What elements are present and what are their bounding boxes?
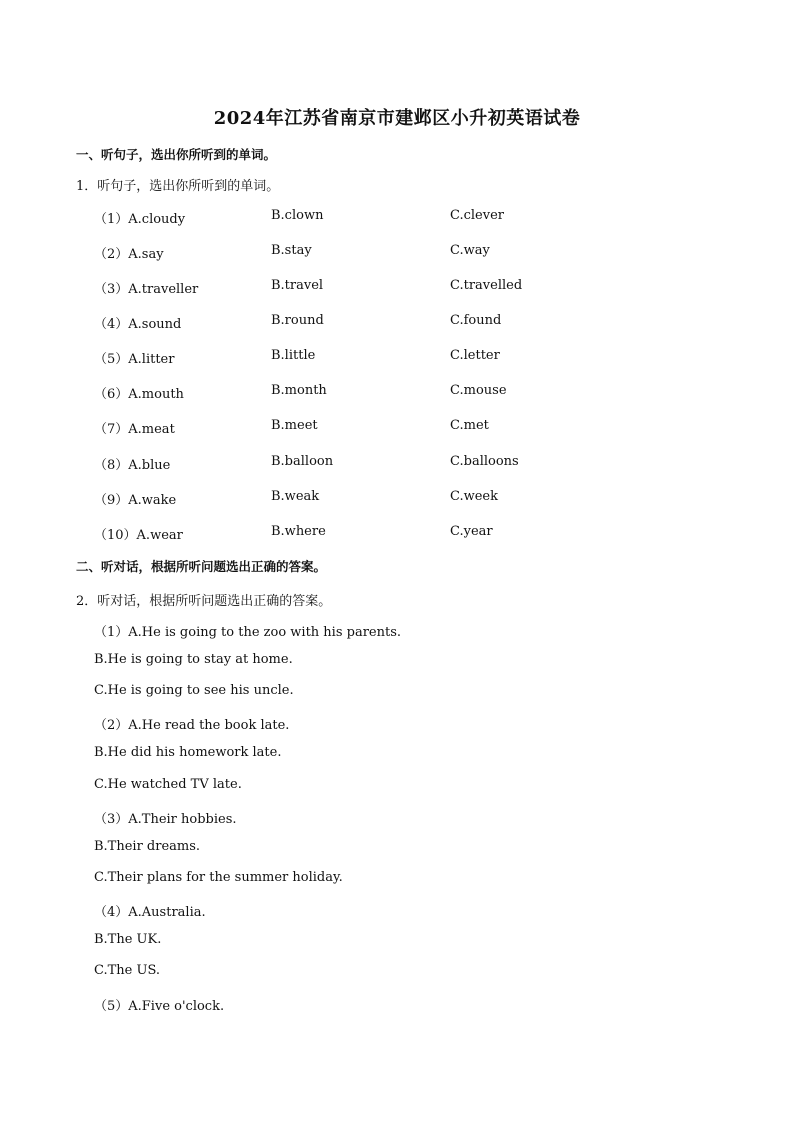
- option-a: （10）A.wear: [94, 528, 183, 543]
- option-row: [0, 454, 794, 474]
- option-c: C.balloons: [450, 454, 519, 469]
- answer-line: （1）A.He is going to the zoo with his parents.: [94, 625, 402, 640]
- question-2-stem: 2．听对话，根据所听问题选出正确的答案。: [76, 594, 332, 609]
- answer-line: C.He is going to see his uncle.: [94, 683, 294, 698]
- answer-line: （3）A.Their hobbies.: [94, 812, 237, 827]
- option-a: （8）A.blue: [94, 458, 171, 473]
- answer-line: C.Their plans for the summer holiday.: [94, 870, 343, 885]
- option-a: （1）A.cloudy: [94, 212, 186, 227]
- answer-line: B.He is going to stay at home.: [94, 652, 293, 667]
- option-a: （7）A.meat: [94, 422, 175, 437]
- option-b: B.weak: [271, 489, 320, 504]
- answer-line: （2）A.He read the book late.: [94, 718, 290, 733]
- option-a: （6）A.mouth: [94, 387, 184, 402]
- answer-line: C.The US.: [94, 963, 161, 978]
- option-b: B.where: [271, 524, 326, 539]
- option-row: [0, 313, 794, 333]
- section-2-heading: 二、听对话，根据所听问题选出正确的答案。: [76, 559, 327, 574]
- option-row: [0, 278, 794, 298]
- answer-line: C.He watched TV late.: [94, 777, 242, 792]
- answer-line: （5）A.Five o'clock.: [94, 999, 225, 1014]
- option-row: [0, 489, 794, 509]
- option-row: [0, 383, 794, 403]
- option-row: [0, 348, 794, 368]
- option-c: C.letter: [450, 348, 500, 363]
- answer-line: B.He did his homework late.: [94, 745, 282, 760]
- option-c: C.way: [450, 243, 490, 258]
- option-c: C.clever: [450, 208, 504, 223]
- option-a: （3）A.traveller: [94, 282, 199, 297]
- question-1-stem: 1．听句子，选出你所听到的单词。: [76, 179, 280, 194]
- option-c: C.met: [450, 418, 489, 433]
- option-b: B.round: [271, 313, 324, 328]
- option-c: C.travelled: [450, 278, 523, 293]
- option-c: C.year: [450, 524, 493, 539]
- section-1-heading: 一、听句子，选出你所听到的单词。: [76, 147, 277, 162]
- option-c: C.week: [450, 489, 499, 504]
- option-b: B.balloon: [271, 454, 334, 469]
- option-a: （2）A.say: [94, 247, 164, 262]
- option-a: （9）A.wake: [94, 493, 177, 508]
- option-b: B.month: [271, 383, 327, 398]
- option-b: B.travel: [271, 278, 324, 293]
- answer-line: （4）A.Australia.: [94, 905, 206, 920]
- option-a: （4）A.sound: [94, 317, 182, 332]
- option-b: B.little: [271, 348, 316, 363]
- option-b: B.meet: [271, 418, 318, 433]
- answer-line: B.The UK.: [94, 932, 162, 947]
- option-row: [0, 418, 794, 438]
- page-title: 2024年江苏省南京市建邺区小升初英语试卷: [213, 108, 581, 129]
- option-b: B.clown: [271, 208, 324, 223]
- option-b: B.stay: [271, 243, 312, 258]
- option-row: [0, 524, 794, 544]
- option-c: C.found: [450, 313, 502, 328]
- option-c: C.mouse: [450, 383, 507, 398]
- option-row: [0, 208, 794, 228]
- option-a: （5）A.litter: [94, 352, 175, 367]
- answer-line: B.Their dreams.: [94, 839, 201, 854]
- option-row: [0, 243, 794, 263]
